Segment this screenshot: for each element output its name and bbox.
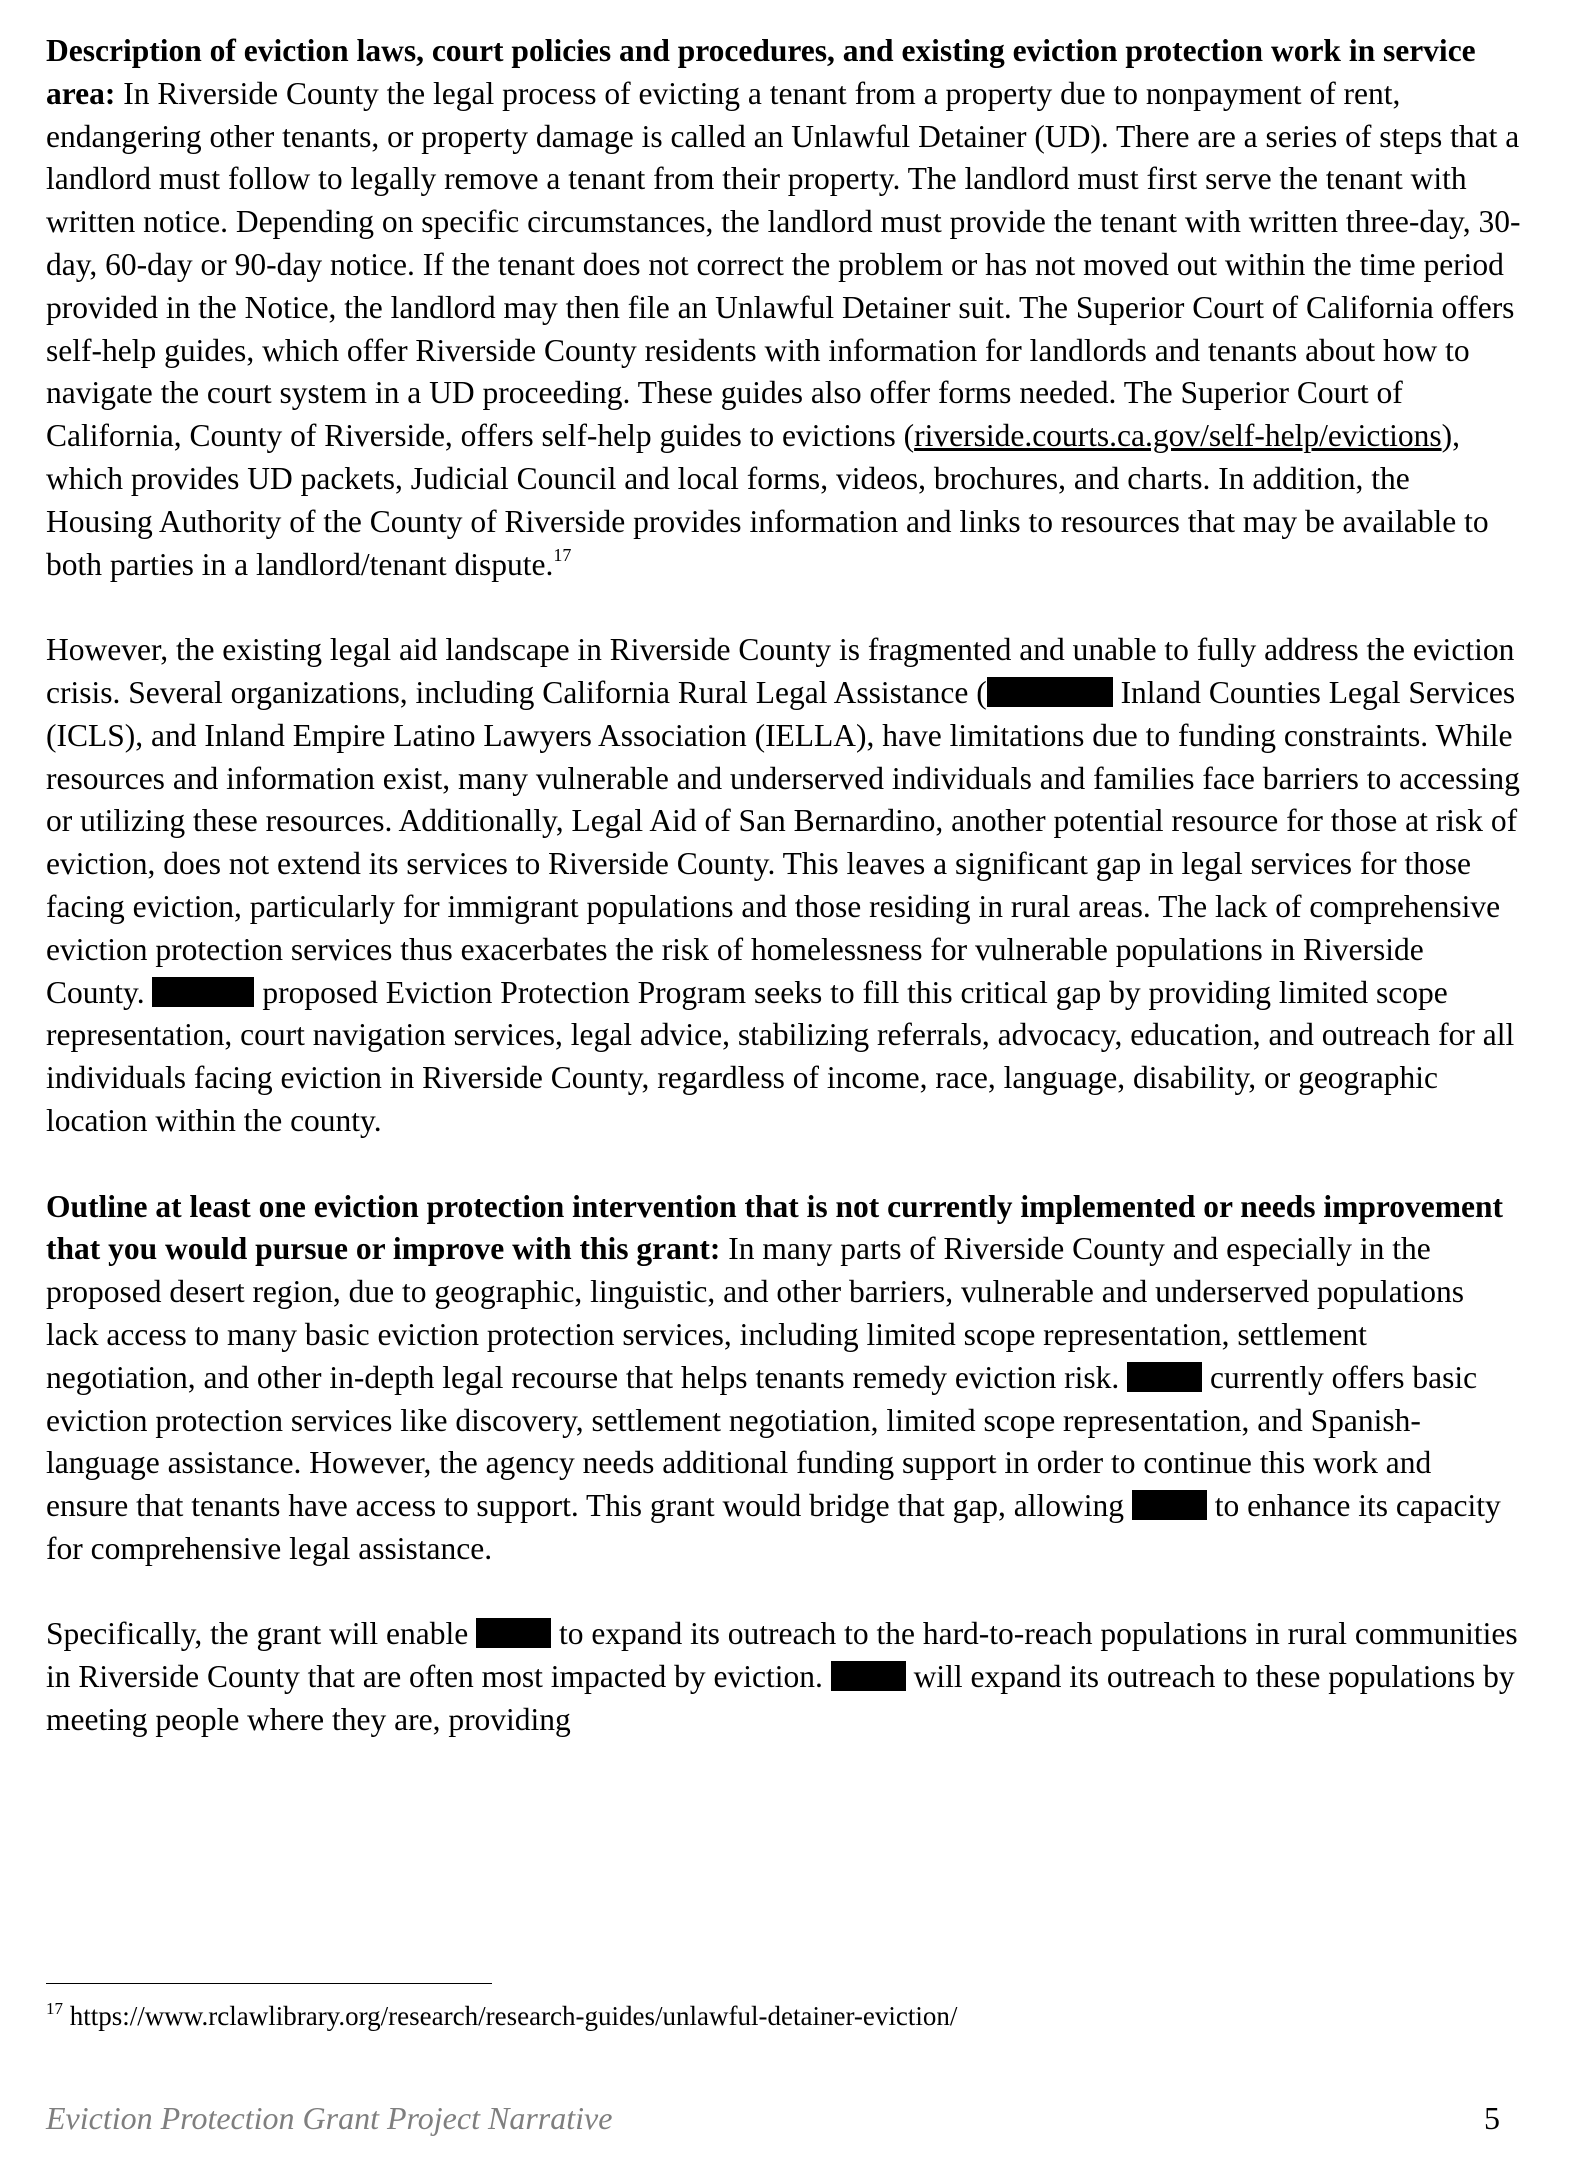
redaction-block — [152, 977, 254, 1007]
paragraph-eviction-laws — [46, 30, 1521, 586]
footnote-number: 17 — [46, 1999, 63, 2018]
paragraph-text: ), which provides UD packets, Judicial Council and local forms, videos, brochures, and charts. In addition, the Housing Authority of the County of Riverside provides information and links to resources that may be available to both parties in a landlord/tenant dispute. — [46, 418, 1489, 582]
footnote-text[interactable]: https://www.rclawlibrary.org/research/research-guides/unlawful-detainer-eviction/ — [63, 2001, 958, 2031]
paragraph-outreach — [46, 1613, 1521, 1741]
redaction-block — [1127, 1362, 1202, 1392]
footer-title: Eviction Protection Grant Project Narrative — [46, 2100, 613, 2136]
redaction-block — [1132, 1490, 1207, 1520]
paragraph-legal-aid-landscape — [46, 629, 1521, 1143]
section-heading-intervention: Outline at least one eviction protection intervention that is not currently implemented or needs improvement that you would pursue or improve with this grant: — [46, 1188, 1504, 1267]
paragraph-text: Specifically, the grant will enable — [46, 1616, 477, 1652]
section-heading-eviction-laws: Description of eviction laws, court policies and procedures, and existing eviction protection work in service area: — [46, 33, 1476, 111]
paragraph-intervention — [46, 1186, 1521, 1571]
footnote — [46, 1998, 957, 2034]
self-help-evictions-link[interactable]: riverside.courts.ca.gov/self-help/evictions — [914, 418, 1442, 454]
redaction-block — [476, 1618, 551, 1648]
page-number: 5 — [1484, 2100, 1500, 2136]
redaction-block — [987, 677, 1113, 707]
redaction-block — [831, 1661, 906, 1691]
paragraph-text: to expand its outreach to the hard-to-reach populations in rural communities in Riverside County that are often most impacted by eviction. — [46, 1616, 1518, 1695]
paragraph-text: In Riverside County the legal process of evicting a tenant from a property due to nonpayment of rent, endangering other tenants, or property damage is called an Unlawful Detainer (UD). There are a series of steps that a landlord must follow to legally remove a tenant from their property. The landlord must first serve the tenant with written notice. Depending on specific circumstances, the landlord must provide the tenant with written three-day, 30-day, 60-day or 90-day notice. If the tenant does not correct the problem or has not moved out within the time period provided in the Notice, the landlord may then file an Unlawful Detainer suit. The Superior Court of California offers self-help guides, which offer Riverside County residents with information for landlords and tenants about how to navigate the court system in a UD proceeding. These guides also offer forms needed. The Superior Court of California, County of Riverside, offers self-help guides to evictions ( — [46, 75, 1521, 454]
paragraph-text: to enhance its capacity for comprehensive legal assistance. — [46, 1488, 1501, 1566]
footnote-divider — [46, 1983, 492, 1984]
paragraph-text: Inland Counties Legal Services (ICLS), and Inland Empire Latino Lawyers Association (IELLA), have limitations due to funding constraints. While resources and information exist, many vulnerable and underserved individuals and families face barriers to accessing or utilizing these resources. Additionally, Legal Aid of San Bernardino, another potential resource for those at risk of eviction, does not extend its services to Riverside County. This leaves a significant gap in legal services for those facing eviction, particularly for immigrant populations and those residing in rural areas. The lack of comprehensive eviction protection services thus exacerbates the risk of homelessness for vulnerable populations in Riverside County. — [46, 674, 1520, 1010]
paragraph-text: proposed Eviction Protection Program seeks to fill this critical gap by providing limited scope representation, court navigation services, legal advice, stabilizing referrals, advocacy, education, and outreach for all individuals facing eviction in Riverside County, regardless of income, race, language, disability, or geographic location within the county. — [46, 974, 1515, 1138]
paragraph-text: However, the existing legal aid landscape in Riverside County is fragmented and unable to fully address the eviction crisis. Several organizations, including California Rural Legal Assistance ( — [46, 632, 1515, 710]
paragraph-text: currently offers basic eviction protection services like discovery, settlement negotiation, limited scope representation, and Spanish-language assistance. However, the agency needs additional funding support in order to continue this work and ensure that tenants have access to support. This grant would bridge that gap, allowing — [46, 1359, 1478, 1524]
paragraph-text: In many parts of Riverside County and especially in the proposed desert region, due to geographic, linguistic, and other barriers, vulnerable and underserved populations lack access to many basic eviction protection services, including limited scope representation, settlement negotiation, and other in-depth legal recourse that helps tenants remedy eviction risk. — [46, 1231, 1464, 1395]
footnote-reference[interactable]: 17 — [553, 544, 572, 565]
document-body — [46, 30, 1521, 1742]
paragraph-text: will expand its outreach to these populations by meeting people where they are, providing — [46, 1659, 1515, 1738]
